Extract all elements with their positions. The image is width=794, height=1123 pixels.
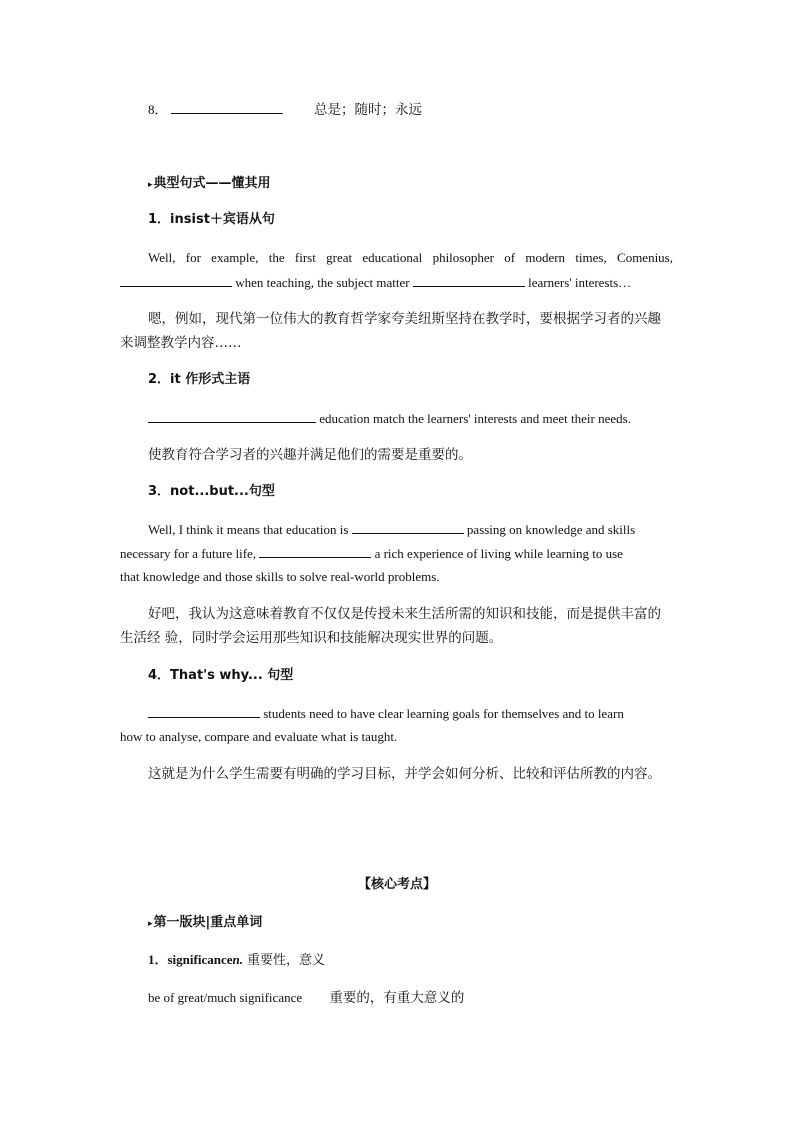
core-item-1-heading — [148, 951, 325, 970]
sentence-section-title-text: 典型句式——懂其用 — [153, 176, 271, 191]
sentence-item-1-heading: 1．insist＋宾语从句 — [148, 212, 275, 227]
core-block-title-text: 第一版块|重点单词 — [153, 915, 263, 930]
sentence-item-3-en-line1-end: passing on knowledge and skills — [463, 522, 636, 537]
sentence-item-2-en-line1-end: education match the learners' interests and meet their needs. — [316, 411, 631, 426]
sentence-item-4-en-line2: how to analyse, compare and evaluate what is taught. — [120, 729, 398, 744]
sentence-item-2-en-line1 — [148, 409, 631, 428]
sentence-item-3-en-line3: that knowledge and those skills to solve real-world problems. — [120, 569, 440, 584]
sentence-item-3-en-line1 — [148, 520, 635, 539]
sentence-item-1-blank-2 — [413, 273, 525, 287]
vocab-item-8-blank — [171, 100, 283, 114]
sentence-item-3-blank-1 — [352, 520, 464, 534]
core-item-1-phrase-meaning: 重要的，有重大意义的 — [329, 990, 465, 1006]
sentence-section-title — [148, 175, 271, 194]
sentence-item-3-heading: 3．not...but...句型 — [148, 484, 275, 499]
sentence-item-2-heading: 2．it 作形式主语 — [148, 372, 251, 387]
sentence-item-3-en-line2-end: a rich experience of living while learning to use — [371, 546, 623, 561]
core-item-1-meaning: 重要性，意义 — [246, 953, 325, 968]
vocab-item-8 — [148, 100, 422, 119]
sentence-item-1-en-line2-mid: when teaching, the subject matter — [232, 275, 413, 290]
sentence-item-1-en-line1: Well, for example, the first great educational philosopher of modern times, Comenius, — [148, 250, 673, 265]
core-section-title: 【核心考点】 — [357, 877, 436, 892]
sentence-item-3-en-line2-start: necessary for a future life, — [120, 546, 260, 561]
sentence-item-3-en-line2 — [120, 544, 623, 563]
sentence-item-4-cn-line1: 这就是为什么学生需要有明确的学习目标，并学会如何分析、比较和评估所教的内容。 — [148, 766, 661, 782]
sentence-item-1-en-line2 — [120, 273, 631, 292]
sentence-item-2-blank-1 — [148, 409, 316, 423]
block-marker-icon: ▸ — [148, 919, 153, 929]
core-item-1-phrase-line — [148, 989, 464, 1007]
sentence-item-4-blank-1 — [148, 704, 260, 718]
sentence-item-1-cn-line1: 嗯，例如，现代第一位伟大的教育哲学家夸美纽斯坚持在教学时，要根据学习者的兴趣 — [148, 311, 661, 327]
sentence-item-1-cn-line2: 来调整教学内容…… — [120, 335, 242, 351]
core-item-1-word: 1．significance — [148, 952, 233, 967]
sentence-item-3-cn-line2: 生活经 验，同时学会运用那些知识和技能解决现实世界的问题。 — [120, 630, 503, 646]
sentence-item-4-heading: 4．That's why... 句型 — [148, 668, 294, 683]
sentence-item-4-en-line1 — [148, 704, 624, 723]
sentence-item-1-blank-1 — [120, 273, 232, 287]
core-item-1-phrase: be of great/much significance — [148, 990, 303, 1005]
sentence-item-1-en-line2-end: learners' interests… — [524, 275, 632, 290]
vocab-item-8-meaning: 总是；随时；永远 — [314, 102, 423, 118]
sentence-item-3-blank-2 — [259, 544, 371, 558]
sentence-item-4-en-line1-end: students need to have clear learning goals for themselves and to learn — [260, 706, 624, 721]
section-marker-icon: ▸ — [148, 180, 153, 190]
sentence-item-3-en-line1-start: Well, I think it means that education is — [148, 522, 352, 537]
core-item-1-pos: n. — [232, 952, 243, 967]
sentence-item-2-cn-line1: 使教育符合学习者的兴趣并满足他们的需要是重要的。 — [148, 447, 472, 463]
core-block-title — [148, 914, 262, 933]
vocab-item-8-number: 8． — [148, 102, 168, 117]
sentence-item-3-cn-line1: 好吧，我认为这意味着教育不仅仅是传授未来生活所需的知识和技能，而是提供丰富的 — [148, 606, 661, 622]
